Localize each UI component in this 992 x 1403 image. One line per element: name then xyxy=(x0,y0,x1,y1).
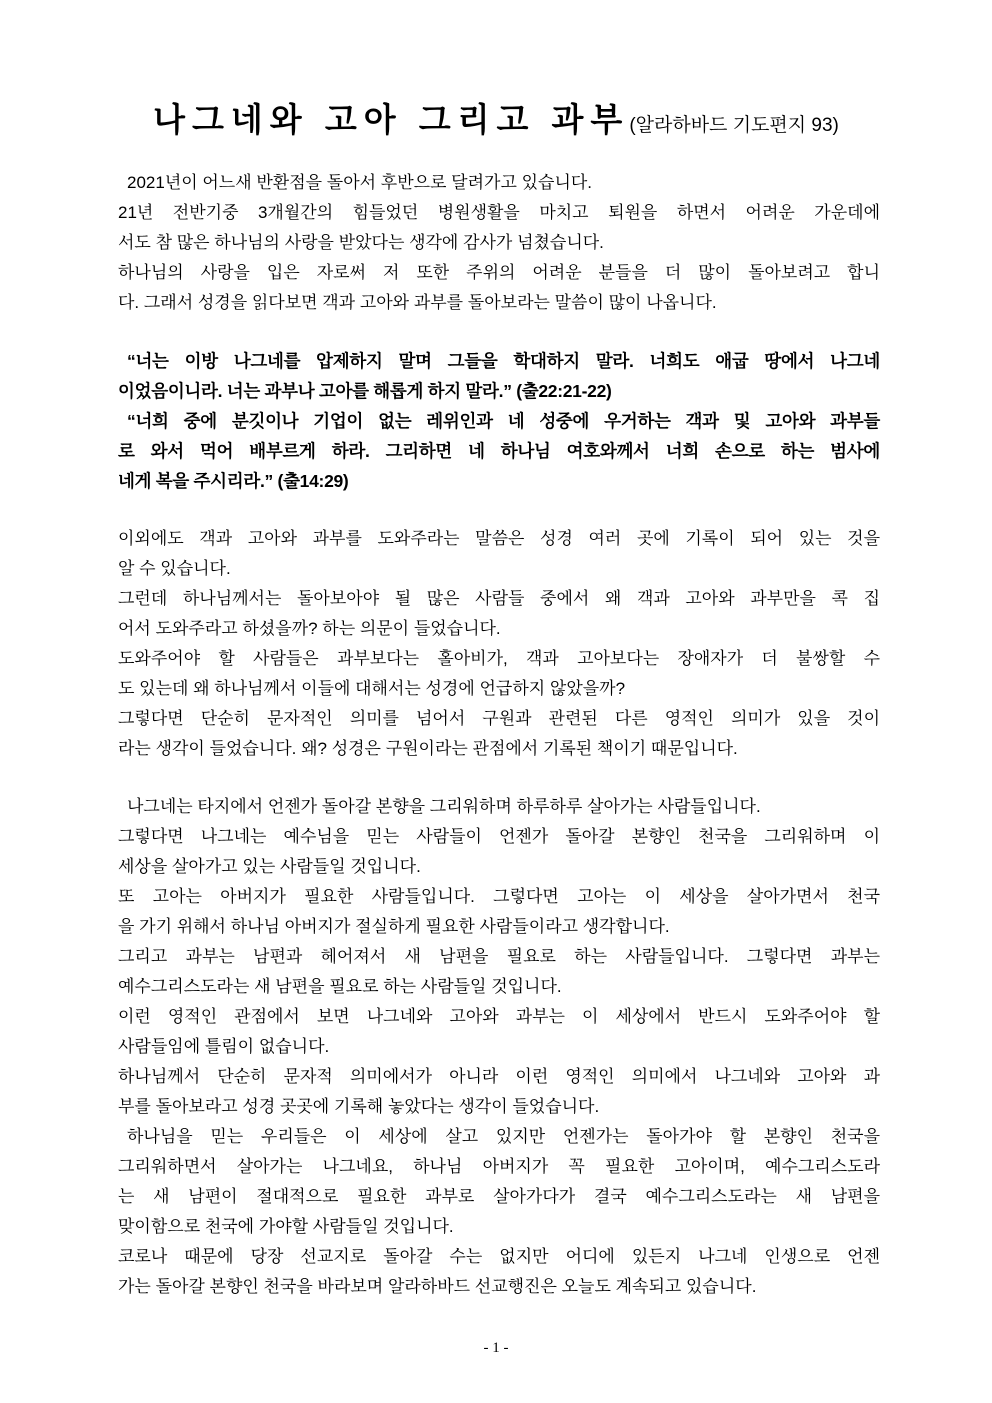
text-line: 서도 참 많은 하나님의 사랑을 받았다는 생각에 감사가 넘쳤습니다. xyxy=(118,233,604,252)
text-line: 가는 돌아갈 본향인 천국을 바라보며 알라하바드 선교행진은 오늘도 계속되고 있습니다. xyxy=(118,1277,757,1296)
text-line: “너희 중에 분깃이나 기업이 없는 레위인과 네 성중에 우거하는 객과 및 고아와 과부들 xyxy=(127,411,880,431)
text-line: 네게 복을 주시리라.” (출14:29) xyxy=(118,471,349,491)
text-line: 알 수 있습니다. xyxy=(118,559,231,578)
text-line: 코로나 때문에 당장 선교지로 돌아갈 수는 없지만 어디에 있든지 나그네 인생으로 언젠 xyxy=(118,1247,880,1266)
text-line: 이었음이니라. 너는 과부나 고아를 해롭게 하지 말라.” (출22:21-22) xyxy=(118,381,612,401)
text-line: 도와주어야 할 사람들은 과부보다는 홀아비가, 객과 고아보다는 장애자가 더 불쌍할 수 xyxy=(118,649,880,668)
text-line: 그렇다면 나그네는 예수님을 믿는 사람들이 언젠가 돌아갈 본향인 천국을 그리워하며 이 xyxy=(118,827,880,846)
text-line: 하나님을 믿는 우리들은 이 세상에 살고 있지만 언젠가는 돌아가야 할 본향인 천국을 xyxy=(127,1127,880,1146)
text-line: 그리워하면서 살아가는 나그네요, 하나님 아버지가 꼭 필요한 고아이며, 예수그리스도라 xyxy=(118,1157,880,1176)
text-line: 어서 도와주라고 하셨을까? 하는 의문이 들었습니다. xyxy=(118,619,501,638)
text-line: 다. 그래서 성경을 읽다보면 객과 고아와 과부를 돌아보라는 말씀이 많이 나옵니다. xyxy=(118,293,717,312)
text-line: 예수그리스도라는 새 남편을 필요로 하는 사람들일 것입니다. xyxy=(118,977,562,996)
text-line: 하나님의 사랑을 입은 자로써 저 또한 주위의 어려운 분들을 더 많이 돌아보려고 합니 xyxy=(118,263,880,282)
text-line: 나그네는 타지에서 언젠가 돌아갈 본향을 그리워하며 하루하루 살아가는 사람들입니다. xyxy=(127,797,761,816)
text-line: 하나님께서 단순히 문자적 의미에서가 아니라 이런 영적인 의미에서 나그네와 고아와 과 xyxy=(118,1067,880,1086)
text-line: 그렇다면 단순히 문자적인 의미를 넘어서 구원과 관련된 다른 영적인 의미가 있을 것이 xyxy=(118,709,880,728)
scripture-quote-block xyxy=(118,346,880,496)
text-line: 21년 전반기중 3개월간의 힘들었던 병원생활을 마치고 퇴원을 하면서 어려운 가운데에 xyxy=(118,203,880,222)
paragraph-block xyxy=(118,792,880,1302)
text-line: 이외에도 객과 고아와 과부를 도와주라는 말씀은 성경 여러 곳에 기록이 되어 있는 것을 xyxy=(118,529,880,548)
text-line: 도 있는데 왜 하나님께서 이들에 대해서는 성경에 언급하지 않았을까? xyxy=(118,679,626,698)
paragraph-block xyxy=(118,168,880,318)
text-line: 는 새 남편이 절대적으로 필요한 과부로 살아가다가 결국 예수그리스도라는 새 남편을 xyxy=(118,1187,880,1206)
text-line: 맞이함으로 천국에 가야할 사람들일 것입니다. xyxy=(118,1217,454,1236)
text-line: 세상을 살아가고 있는 사람들일 것입니다. xyxy=(118,857,421,876)
text-line: 부를 돌아보라고 성경 곳곳에 기록해 놓았다는 생각이 들었습니다. xyxy=(118,1097,600,1116)
text-line: 로 와서 먹어 배부르게 하라. 그리하면 네 하나님 여호와께서 너희 손으로 하는 범사에 xyxy=(118,441,880,461)
page-title-subtitle: (알라하바드 기도편지 93) xyxy=(629,115,839,136)
text-line: 또 고아는 아버지가 필요한 사람들입니다. 그렇다면 고아는 이 세상을 살아가면서 천국 xyxy=(118,887,880,906)
paragraph-block xyxy=(118,524,880,764)
text-line: 그런데 하나님께서는 돌아보아야 될 많은 사람들 중에서 왜 객과 고아와 과부만을 콕 집 xyxy=(118,589,880,608)
text-line: 사람들임에 틀림이 없습니다. xyxy=(118,1037,330,1056)
text-line: 이런 영적인 관점에서 보면 나그네와 고아와 과부는 이 세상에서 반드시 도와주어야 할 xyxy=(118,1007,880,1026)
page-number: - 1 - xyxy=(483,1340,509,1356)
text-line: “너는 이방 나그네를 압제하지 말며 그들을 학대하지 말라. 너희도 애굽 땅에서 나그네 xyxy=(127,351,880,371)
document-header xyxy=(0,0,992,141)
page-title: 나그네와 고아 그리고 과부 xyxy=(153,101,630,138)
text-line: 라는 생각이 들었습니다. 왜? 성경은 구원이라는 관점에서 기록된 책이기 때문입니다. xyxy=(118,739,738,758)
text-line: 그리고 과부는 남편과 헤어져서 새 남편을 필요로 하는 사람들입니다. 그렇다면 과부는 xyxy=(118,947,880,966)
text-line: 2021년이 어느새 반환점을 돌아서 후반으로 달려가고 있습니다. xyxy=(127,173,593,192)
text-line: 을 가기 위해서 하나님 아버지가 절실하게 필요한 사람들이라고 생각합니다. xyxy=(118,917,670,936)
document-body xyxy=(118,168,880,1302)
